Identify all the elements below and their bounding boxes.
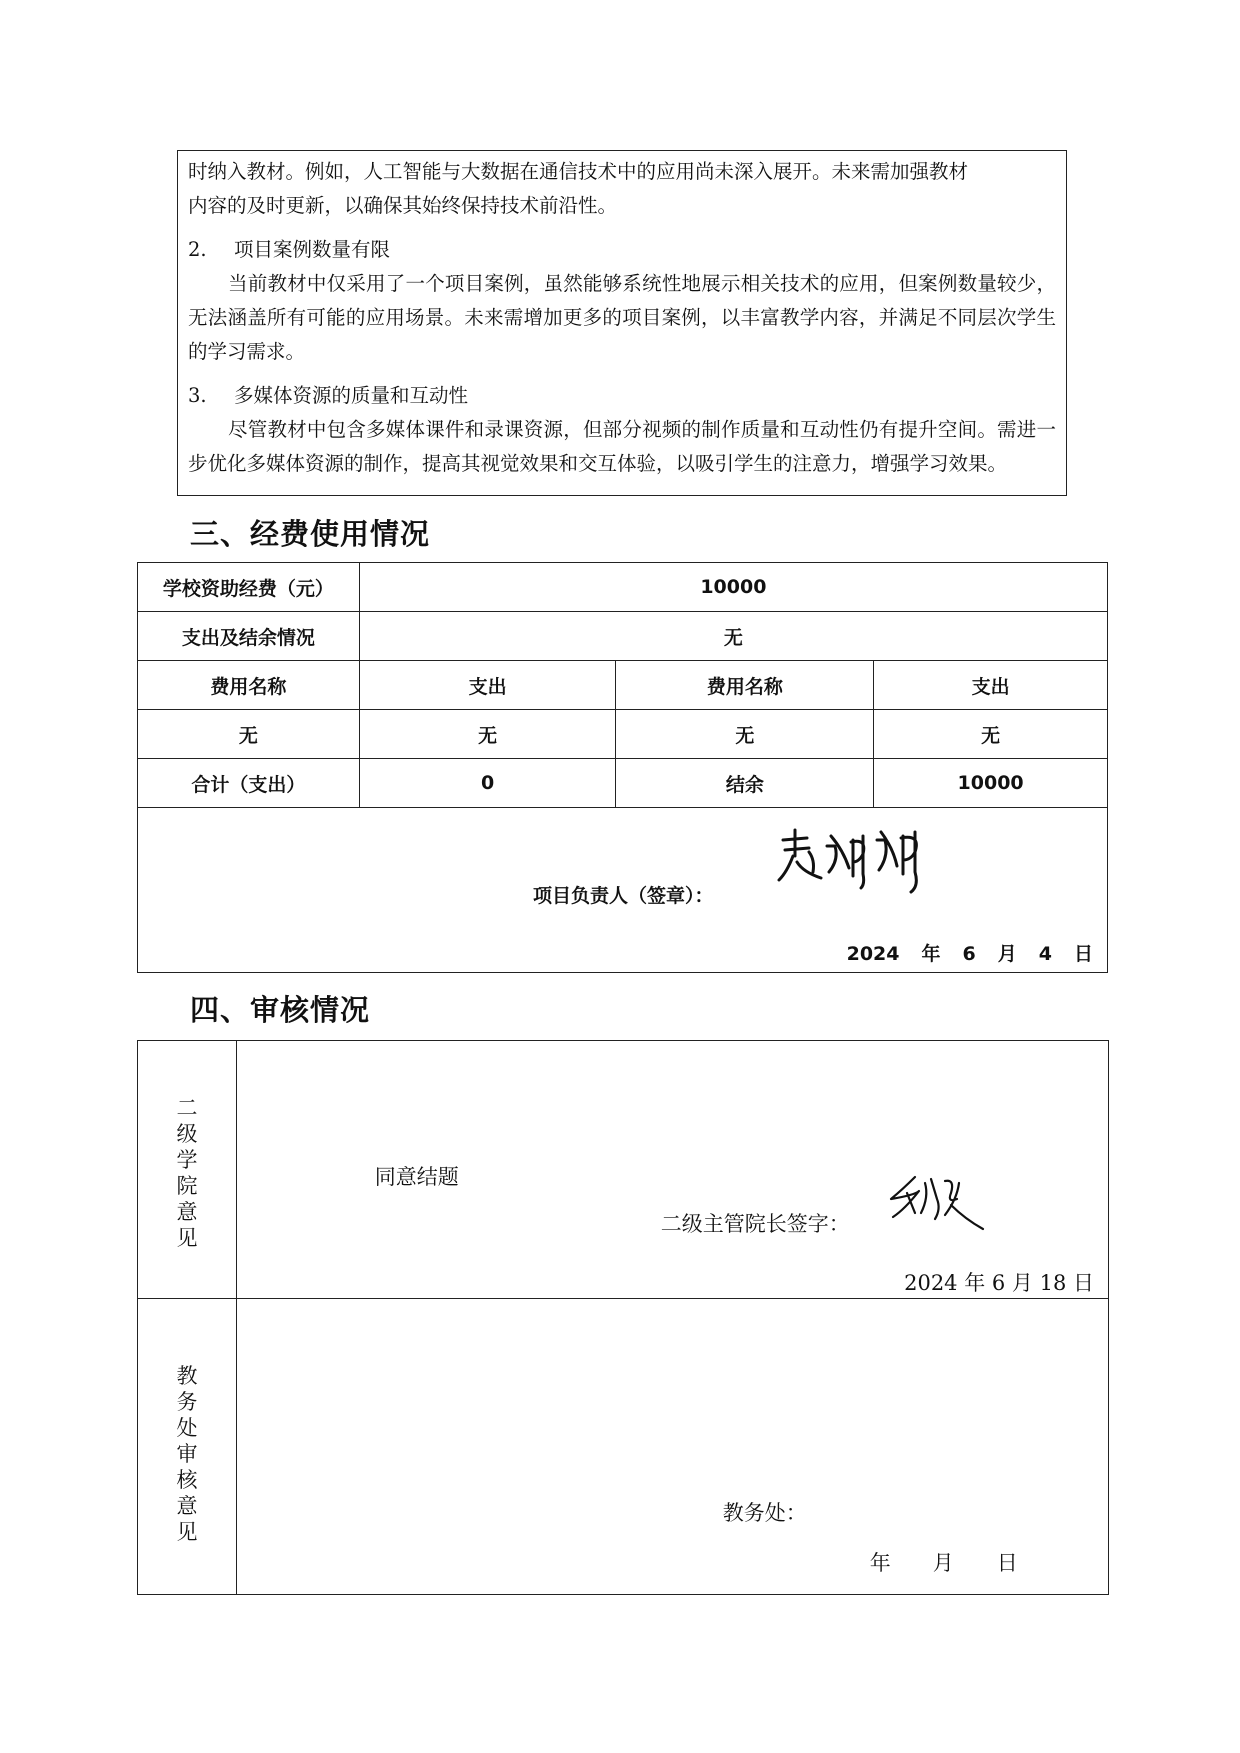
handwritten-signature	[773, 816, 953, 896]
college-opinion: 同意结题	[374, 1165, 459, 1189]
label-char: 见	[176, 1520, 198, 1544]
label-char: 处	[176, 1416, 198, 1440]
label-char: 见	[176, 1226, 198, 1250]
label-char: 级	[176, 1122, 198, 1146]
label-char: 院	[176, 1174, 198, 1198]
academic-opinion-label	[138, 1299, 237, 1595]
table-cell: 无	[138, 710, 360, 759]
summary-intro-line2: 内容的及时更新，以确保其始终保持技术前沿性。	[188, 194, 618, 217]
label-char: 核	[176, 1468, 198, 1492]
total-value: 0	[359, 759, 616, 808]
table-row	[138, 1041, 1109, 1299]
table-row	[138, 710, 1108, 759]
signature-cell	[138, 808, 1108, 973]
column-header: 费用名称	[138, 661, 360, 710]
date-day: 4	[1038, 943, 1052, 965]
summary-item-body: 当前教材中仅采用了一个项目案例，虽然能够系统性地展示相关技术的应用，但案例数量较少，无法涵盖所有可能的应用场景。未来需增加更多的项目案例，以丰富教学内容，并满足不同层次学生的学习需求。	[188, 272, 1056, 363]
balance-label: 结余	[616, 759, 874, 808]
table-row	[138, 759, 1108, 808]
summary-item-body: 尽管教材中包含多媒体课件和录课资源，但部分视频的制作质量和互动性仍有提升空间。需进一步优化多媒体资源的制作，提高其视觉效果和交互体验，以吸引学生的注意力，增强学习效果。	[188, 418, 1056, 475]
label-char: 二	[176, 1096, 198, 1120]
date-month: 6	[962, 943, 976, 965]
college-signer-label: 二级主管院长签字：	[660, 1212, 850, 1236]
funding-section-title: 三、经费使用情况	[190, 517, 431, 551]
table-row	[138, 1299, 1109, 1595]
label-char: 务	[176, 1390, 198, 1414]
college-opinion-label	[138, 1041, 237, 1299]
summary-item-title: 多媒体资源的质量和互动性	[234, 384, 469, 407]
table-row	[138, 563, 1108, 612]
signer-label: 项目负责人（签章）：	[533, 885, 714, 907]
total-label: 合计（支出）	[138, 759, 360, 808]
date-day-unit: 日	[1073, 943, 1093, 965]
signature-date	[825, 939, 1093, 966]
grant-label: 学校资助经费（元）	[138, 563, 360, 612]
label-char: 意	[176, 1494, 198, 1518]
review-table	[137, 1040, 1109, 1595]
summary-item-heading	[188, 233, 1056, 267]
college-signature	[885, 1169, 995, 1239]
summary-intro-line1: 时纳入教材。例如，人工智能与大数据在通信技术中的应用尚未深入展开。未来需加强教材	[188, 160, 969, 183]
table-row	[138, 612, 1108, 661]
academic-date-year: 年	[869, 1551, 891, 1575]
column-header: 支出	[359, 661, 616, 710]
label-char: 教	[176, 1364, 198, 1388]
college-date: 2024 年 6 月 18 日	[904, 1271, 1094, 1295]
summary-item-number: 2.	[188, 238, 207, 261]
date-month-unit: 月	[997, 943, 1017, 965]
table-row	[138, 661, 1108, 710]
academic-date-day: 日	[996, 1551, 1018, 1575]
summary-box	[177, 150, 1067, 496]
expense-value: 无	[359, 612, 1107, 661]
table-row	[138, 808, 1108, 973]
summary-item-number: 3.	[188, 384, 207, 407]
summary-item-heading	[188, 379, 1056, 413]
academic-date-month: 月	[932, 1551, 954, 1575]
column-header: 费用名称	[616, 661, 874, 710]
date-year: 2024	[846, 943, 900, 965]
table-cell: 无	[616, 710, 874, 759]
expense-label: 支出及结余情况	[138, 612, 360, 661]
funding-table	[137, 562, 1108, 973]
table-cell: 无	[874, 710, 1108, 759]
table-cell: 无	[359, 710, 616, 759]
date-year-unit: 年	[921, 943, 941, 965]
grant-value: 10000	[359, 563, 1107, 612]
summary-item-title: 项目案例数量有限	[234, 238, 391, 261]
academic-signer-label: 教务处：	[722, 1501, 807, 1525]
label-char: 审	[176, 1442, 198, 1466]
label-char: 学	[176, 1148, 198, 1172]
balance-value: 10000	[874, 759, 1108, 808]
college-opinion-cell	[236, 1041, 1108, 1299]
review-section-title: 四、审核情况	[190, 993, 371, 1027]
column-header: 支出	[874, 661, 1108, 710]
academic-opinion-cell	[236, 1299, 1108, 1595]
label-char: 意	[176, 1200, 198, 1224]
